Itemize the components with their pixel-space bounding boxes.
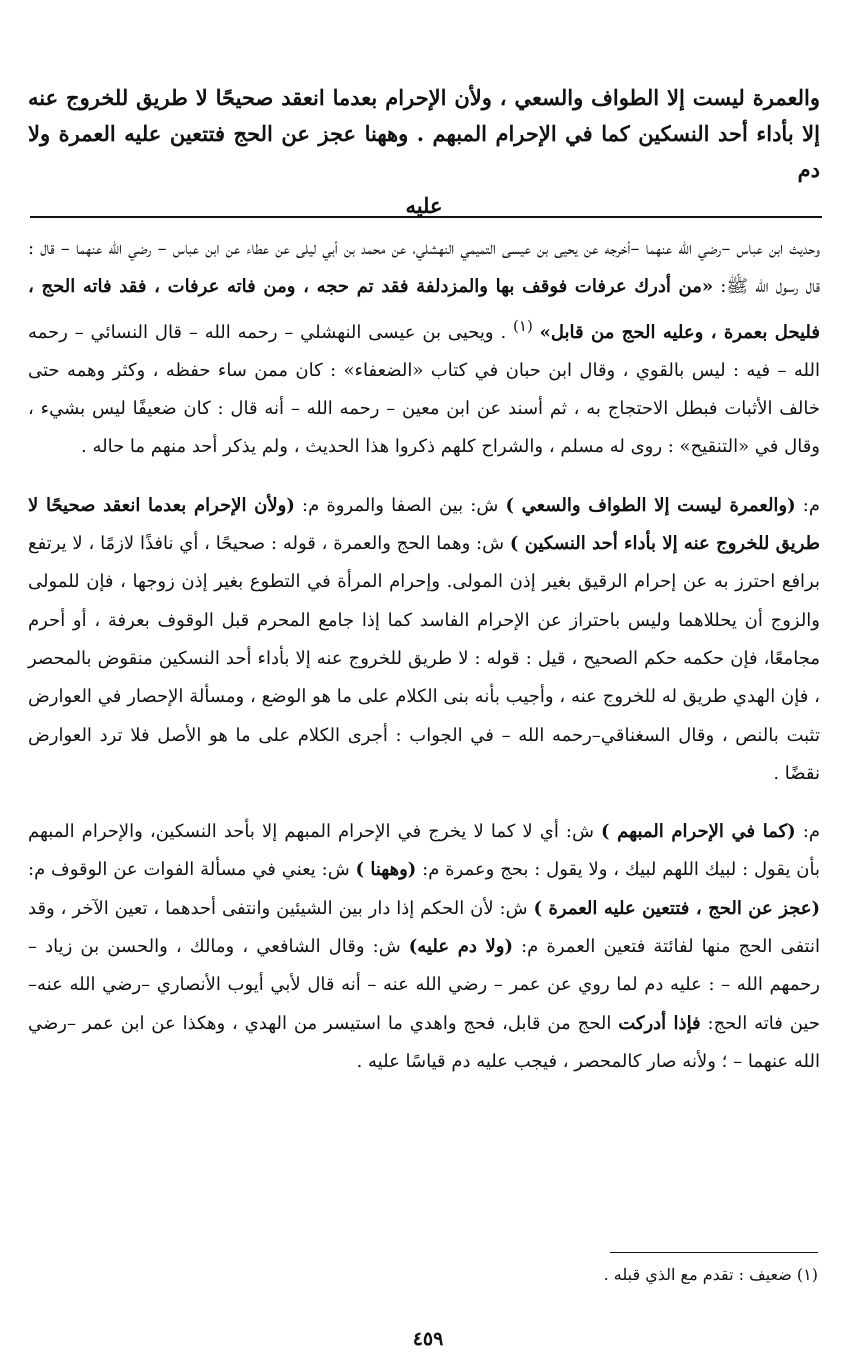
p3-text-b: ش: أي لا كما لا يخرج في الإحرام المبهم إلا بأحد النسكين، والإحرام المبهم بأن يقول : لبيك اللهم لبيك ، ولا يقول : بحج وعمرة م: (28, 821, 821, 881)
matn-line-2: إلا بأداء أحد النسكين كما في الإحرام المبهم . وههنا عجز عن الحج فتتعين عليه العمرة ولا دم (28, 121, 820, 182)
p3-text-e: ش: وقال الشافعي ، ومالك ، والحسن بن زياد – رحمهم الله – : عليه دم لما روي عن عمر – رضي الله عنه – أنه قال لأبي أيوب الأنصاري –رضي الله عنه– حين فاته الحج: (28, 936, 820, 1034)
footnote-marker: (١) (513, 316, 533, 335)
page-number: ٤٥٩ (412, 1328, 444, 1350)
p3-quote-5: فإذا أدركت (618, 1012, 701, 1034)
matn-line-1: والعمرة ليست إلا الطواف والسعي ، ولأن الإحرام بعدما انعقد صحيحًا لا طريق للخروج عنه (28, 85, 820, 110)
footnote: (١) ضعيف : تقدم مع الذي قبله . (603, 1265, 818, 1284)
matn-text (28, 80, 820, 224)
p1-text-b: . ويحيى بن عيسى النهشلي – رحمه الله – قال النسائي – رحمه الله – فيه : ليس بالقوي ، وقال ابن حبان في كتاب «الضعفاء» : كان ممن ساء حفظه ، وكثر وهمه حتى خالف الأثبات فبطل الاحتجاج به ، ثم أسند عن ابن معين – رحمه الله – أنه قال : كان ضعيفًا ليس بشيء ، وقال في «التنقيح» : روى له مسلم ، والشراح كلهم ذكروا هذا الحديث ، ولم يذكر أحد منهم ما حاله . (28, 321, 821, 458)
p3-text-a: م: (795, 821, 820, 843)
commentary-paragraph-2 (28, 487, 820, 793)
commentary-paragraph-3 (28, 813, 820, 1081)
p3-matn-quote-4: (ولا دم عليه) (408, 936, 514, 958)
p2-text-c: ش: وهما الحج والعمرة ، قوله : صحيحًا ، أي نافذًا لازمًا ، لا يرتفع برافع احترز به عن إحرام الرقيق بغير إذن المولى. وإحرام المرأة في التطوع بغير إذن زوجها ، فإن للمولى والزوج أن يحللاهما وليس باحتراز عن الإحرام الفاسد كما إذا جامع المحرم قبل الوقوف بعرفة ، أو أحرم مجامعًا، فإن حكمه حكم الصحيح ، قيل : قوله : لا طريق للخروج عنه إلا بأداء أحد النسكين منقوض بالمحصر ، فإن الهدي طريق له للخروج عنه ، وأجيب بأنه بنى الكلام على ما هو الوضع ، ومسألة الإحصار في العوارض تثبت بالنص ، وقال السغناقي–رحمه الله – في الجواب : أجرى الكلام على ما هو الأصل فلا ترد العوارض نقضًا . (28, 533, 820, 784)
matn-line-3: عليه (405, 193, 443, 218)
footnote-divider (610, 1252, 818, 1253)
hadith-quote: «من أدرك عرفات فوقف بها والمزدلفة فقد تم حجه ، ومن فاته عرفات ، فقد فاته الحج ، فليحل بعمرة ، وعليه الحج من قابل» (28, 276, 820, 343)
p3-matn-quote-3: (عجز عن الحج ، فتتعين عليه العمرة ) (533, 897, 821, 919)
p3-matn-quote-1: (كما في الإحرام المبهم ) (601, 821, 796, 843)
p3-text-f: الحج من قابل، فحج واهدي ما استيسر من الهدي ، وهكذا عن ابن عمر –رضي الله عنهما – ؛ ولأنه صار كالمحصر ، فيجب عليه دم قياسًا عليه . (28, 1012, 820, 1072)
matn-divider (30, 216, 822, 218)
p2-matn-quote-2: (ولأن الإحرام بعدما انعقد صحيحًا لا طريق للخروج عنه إلا بأداء أحد النسكين ) (28, 494, 821, 555)
commentary (28, 230, 820, 1081)
p3-matn-quote-2: (وههنا ) (355, 859, 417, 881)
commentary-paragraph-1 (28, 230, 820, 467)
p2-matn-quote-1: (والعمرة ليست إلا الطواف والسعي ) (505, 494, 796, 516)
p3-text-d: ش: لأن الحكم إذا دار بين الشيئين وانتفى أحدهما ، تعين الآخر ، وقد انتفى الحج منها لفائتة فتعين العمرة م: (28, 897, 821, 958)
p1-text-a: وحديث ابن عباس –رضي الله عنهما –أخرجه عن يحيى بن عيسى التميمي النهشلي، عن محمد بن أبي ليلى عن عطاء عن ابن عباس – رضي الله عنهما – قال : قال رسول الله ﷺ: (28, 238, 820, 298)
p2-text-b: ش: بين الصفا والمروة م: (294, 494, 506, 516)
p3-text-c: ش: يعني في مسألة الفوات عن الوقوف م: (28, 859, 356, 881)
p2-text-a: م: (795, 494, 821, 516)
